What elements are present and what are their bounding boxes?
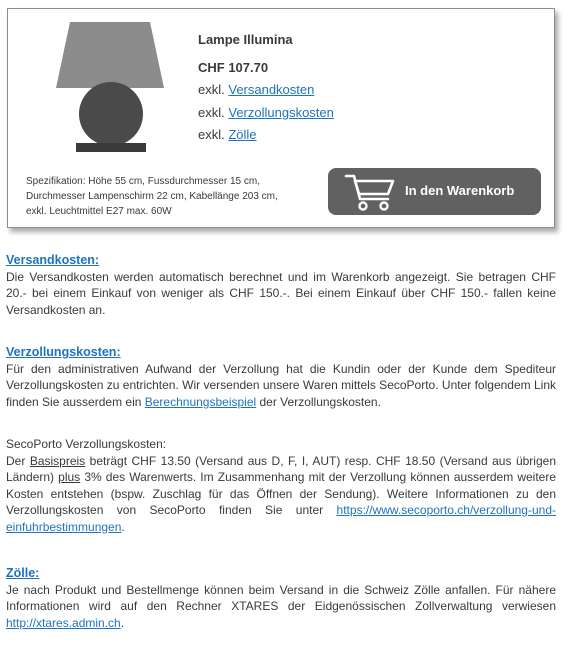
lamp-foot: [76, 143, 146, 152]
exkl-verzollungskosten: [198, 105, 334, 120]
product-card: [7, 8, 555, 228]
versandkosten-section: [6, 252, 556, 318]
secoporto-text-part: 3% des Warenwerts. Im Zusammenhang mit der Verzollung können ausserdem weitere Kosten entstehen (bspw. Zuschlag für das Öffnen der Sendung). Weitere Informationen zu den Verzollungskosten von SecoPorto finden Sie unter: [6, 470, 556, 517]
spec-line: Durchmesser Lampenschirm 22 cm, Kabellänge 203 cm,: [26, 191, 278, 202]
secoporto-text: [6, 453, 556, 536]
product-specification: [26, 174, 316, 219]
exkl-versandkosten: [198, 82, 314, 97]
zoelle-heading: Zölle:: [6, 566, 40, 580]
xtares-link[interactable]: http://xtares.admin.ch: [6, 615, 121, 630]
product-name: Lampe Illumina: [198, 32, 293, 47]
spec-line: exkl. Leuchtmittel E27 max. 60W: [26, 206, 172, 217]
verzollung-text-part: der Verzollungskosten.: [256, 394, 381, 409]
verzollungskosten-heading: Verzollungskosten:: [6, 345, 121, 359]
plus-text: plus: [58, 470, 81, 484]
verzollungskosten-link[interactable]: Verzollungskosten: [228, 105, 334, 120]
lamp-shade: [56, 22, 164, 88]
zoelle-link[interactable]: Zölle: [228, 127, 257, 142]
exkl-zoelle: [198, 127, 257, 142]
versandkosten-heading: Versandkosten:: [6, 253, 100, 267]
versandkosten-link[interactable]: Versandkosten: [228, 82, 315, 97]
secoporto-text-part: .: [121, 519, 125, 534]
exkl-label: exkl.: [198, 82, 225, 97]
exkl-label: exkl.: [198, 127, 225, 142]
zoelle-text: [6, 582, 556, 632]
lamp-image: [54, 22, 166, 152]
verzollung-text-part: Für den administrativen Aufwand der Verzollung hat die Kundin oder der Kunde dem Spediteur Verzollungskosten zu entrichten. Wir versenden unsere Waren mittels SecoPorto. Unter folgendem Link finden Sie ausserdem ein: [6, 361, 556, 409]
secoporto-title: SecoPorto Verzollungskosten:: [6, 437, 167, 451]
verzollungskosten-text: [6, 361, 556, 411]
secoporto-section: [6, 436, 556, 535]
zoelle-section: [6, 565, 556, 631]
spec-line: Spezifikation: Höhe 55 cm, Fussdurchmesser 15 cm,: [26, 176, 260, 187]
secoporto-text-part: Der: [6, 453, 30, 468]
secoporto-link[interactable]: https://www.secoporto.ch/verzollung-und-einfuhrbestimmungen: [6, 503, 556, 534]
berechnungsbeispiel-link[interactable]: Berechnungsbeispiel: [144, 394, 257, 409]
versandkosten-text: Die Versandkosten werden automatisch berechnet und im Warenkorb angezeigt. Sie betragen CHF 20.- bei einem Einkauf von weniger als CHF 150.-. Bei einem Einkauf über CHF 150.- fallen keine Versandkosten an.: [6, 269, 556, 317]
basispreis-text: Basispreis: [29, 453, 86, 468]
add-to-cart-button[interactable]: [328, 168, 541, 215]
shopping-cart-icon: [344, 172, 396, 212]
zoelle-text-part: Je nach Produkt und Bestellmenge können beim Versand in die Schweiz Zölle anfallen. Für nähere Informationen wird auf den Rechner XTARES der Eidgenössischen Zollverwaltung verwiesen: [6, 582, 556, 613]
exkl-label: exkl.: [198, 105, 225, 120]
zoelle-text-part: .: [120, 615, 125, 630]
add-to-cart-label: In den Warenkorb: [405, 183, 515, 198]
verzollungskosten-section: [6, 344, 556, 410]
secoporto-text-part: beträgt CHF 13.50 (Versand aus D, F, I, AUT) resp. CHF 18.50 (Versand aus übrigen Ländern): [6, 453, 556, 484]
lamp-base: [79, 82, 143, 146]
product-price: CHF 107.70: [198, 60, 269, 75]
